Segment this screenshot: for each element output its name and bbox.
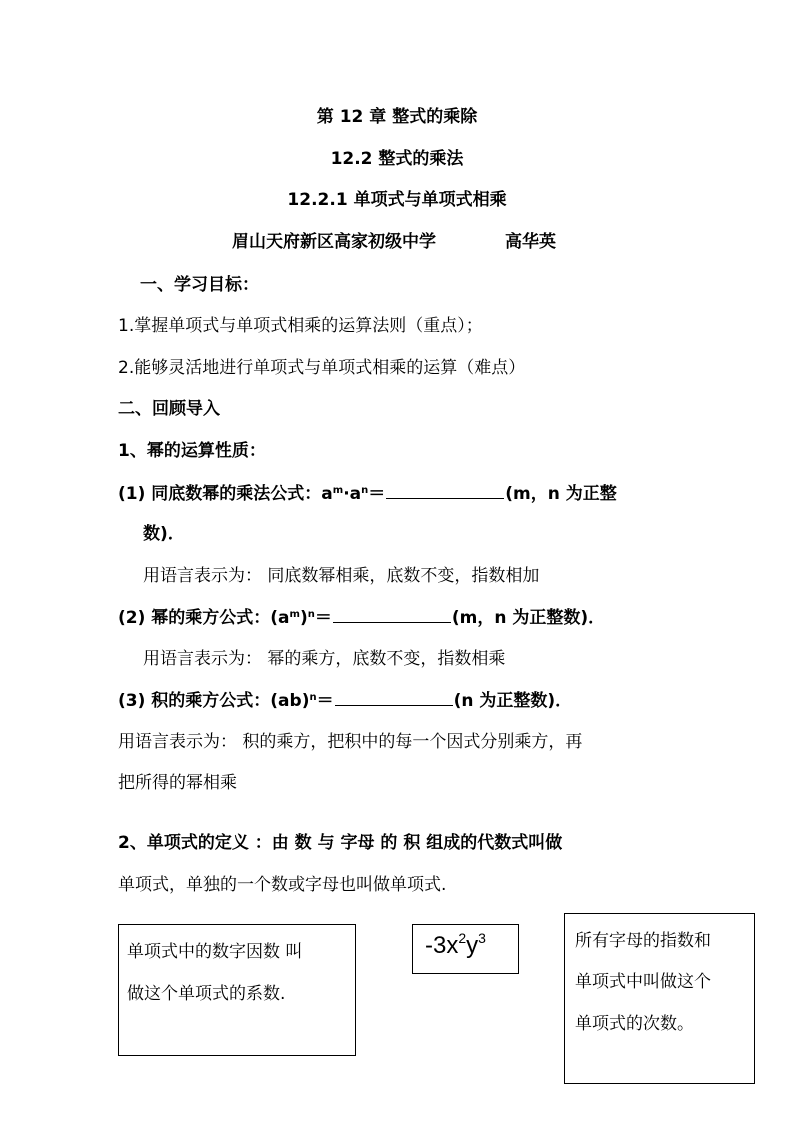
chapter-title: 第 12 章 整式的乘除 <box>316 107 478 127</box>
coefficient-box-line-1: 单项式中的数字因数 叫 <box>127 942 303 962</box>
author-name: 高华英 <box>505 232 556 252</box>
monomial-expression-box <box>412 924 519 974</box>
degree-box-line-3: 单项式的次数。 <box>575 1014 694 1034</box>
degree-box-line-2: 单项式中叫做这个 <box>575 972 711 992</box>
goal-item-1: 1.掌握单项式与单项式相乘的运算法则（重点）； <box>118 316 483 336</box>
rule-2-words: 用语言表示为： 幂的乘方，底数不变，指数相乘 <box>143 649 506 669</box>
goals-heading: 一、学习目标： <box>140 275 259 295</box>
rule-1-formula: (1) 同底数幂的乘法公式：$a^m\cdot a^n= (m$，n 为正整 <box>118 484 617 504</box>
degree-box <box>564 913 755 1084</box>
answer-blank-1[interactable] <box>386 482 504 499</box>
coefficient-box-line-2: 做这个单项式的系数. <box>127 984 286 1004</box>
rule-1-continuation: 数)． <box>143 524 185 544</box>
goal-item-2: 2.能够灵活地进行单项式与单项式相乘的运算（难点） <box>118 358 526 378</box>
rule-1-words: 用语言表示为： 同底数幂相乘，底数不变，指数相加 <box>143 566 540 586</box>
answer-blank-3[interactable] <box>335 689 453 706</box>
answer-blank-2[interactable] <box>333 606 451 623</box>
review-heading: 二、回顾导入 <box>118 399 220 419</box>
degree-box-line-1: 所有字母的指数和 <box>575 931 711 951</box>
rule-3-formula: (3) 积的乘方公式：(ab)$^n$＝ (n 为正整数)． <box>118 691 573 711</box>
monomial-expression: $-3x^2y^3$ <box>425 930 486 959</box>
rule-3-words-line-2: 把所得的幂相乘 <box>118 773 237 793</box>
definition-line-2: 单项式，单独的一个数或字母也叫做单项式. <box>118 875 447 895</box>
coefficient-box <box>118 924 356 1056</box>
school-name: 眉山天府新区高家初级中学 <box>232 232 436 252</box>
power-rules-heading: 1、幂的运算性质： <box>118 441 266 461</box>
rule-3-words-line-1: 用语言表示为： 积的乘方，把积中的每一个因式分别乘方，再 <box>118 732 583 752</box>
subsection-title: 12.2.1 单项式与单项式相乘 <box>287 190 507 210</box>
definition-line-1: 2、单项式的定义 ：由 数 与 字母 的 积 组成的代数式叫做 <box>118 833 563 853</box>
section-title: 12.2 整式的乘法 <box>330 149 464 169</box>
rule-2-formula: (2) 幂的乘方公式：$(a^m)^n= (m$，n 为正整数)． <box>118 608 606 628</box>
